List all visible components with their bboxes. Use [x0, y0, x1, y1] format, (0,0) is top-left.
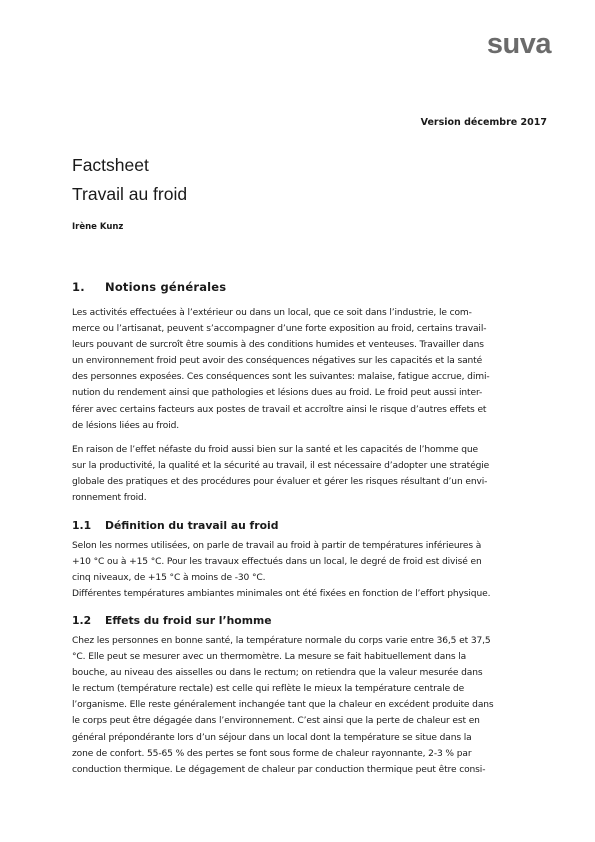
text-line: cinq niveaux, de +15 °C à moins de -30 °C. — [72, 573, 266, 584]
text-line: général prépondérante lors d’un séjour dans un local dont la température se situe dans la — [72, 732, 472, 743]
section-title: Effets du froid sur l’homme — [105, 614, 272, 627]
doc-title-line1: Factsheet — [72, 155, 149, 175]
text-line: bouche, au niveau des aisselles ou dans le rectum; on retiendra que la valeur mesurée dans — [72, 668, 483, 679]
section-title: Notions générales — [105, 280, 227, 294]
text-line: leurs pouvant de surcroît être soumis à des conditions humides et venteuses. Travailler dans — [72, 340, 484, 351]
text-line: zone de confort. 55-65 % des pertes se font sous forme de chaleur rayonnante, 2-3 % par — [72, 748, 472, 759]
text-line: Selon les normes utilisées, on parle de travail au froid à partir de températures inférieures à — [72, 541, 482, 551]
section-title: Définition du travail au froid — [105, 519, 279, 532]
section-1-paragraph-2 — [72, 442, 548, 506]
section-1-heading — [72, 280, 226, 294]
text-line: Différentes températures ambiantes minimales ont été fixées en fonction de l’effort physique. — [72, 589, 491, 600]
author: Irène Kunz — [72, 222, 124, 232]
text-line: le corps peut être dégagée dans l’environnement. C’est ainsi que la perte de chaleur est en — [72, 716, 480, 727]
text-line: globale des pratiques et des procédures pour évaluer et gérer les risques résultant d’un envi- — [72, 477, 488, 488]
text-line: férer avec certains facteurs aux postes de travail et accroître ainsi le risque d’autres effets et — [72, 404, 487, 415]
text-line: Chez les personnes en bonne santé, la température normale du corps varie entre 36,5 et 37,5 — [72, 636, 491, 646]
section-number: 1.1 — [72, 519, 92, 532]
section-1-1-paragraph — [72, 538, 548, 602]
version-date: Version décembre 2017 — [420, 117, 547, 128]
section-1-2-paragraph — [72, 633, 548, 778]
section-1-1-heading — [72, 519, 278, 532]
text-line: de lésions liées au froid. — [72, 420, 180, 431]
section-number: 1.2 — [72, 614, 92, 627]
text-line: sur la productivité, la qualité et la sécurité au travail, il est nécessaire d’adopter une stratégie — [72, 461, 490, 472]
text-line: ronnement froid. — [72, 493, 147, 504]
text-line: En raison de l’effet néfaste du froid aussi bien sur la santé et les capacités de l’homme que — [72, 445, 478, 455]
section-1-paragraph-1 — [72, 305, 548, 434]
text-line: +10 °C ou à +15 °C. Pour les travaux effectués dans un local, le degré de froid est divisé en — [72, 557, 482, 568]
text-line: le rectum (température rectale) est celle qui reflète le mieux la température centrale de — [72, 684, 465, 695]
text-line: des personnes exposées. Ces conséquences sont les suivantes: malaise, fatigue accrue, dimi- — [72, 372, 490, 383]
section-number: 1. — [72, 280, 85, 294]
text-line: conduction thermique. Le dégagement de chaleur par conduction thermique peut être consi- — [72, 764, 486, 775]
text-line: un environnement froid peut avoir des conséquences négatives sur les capacités et la santé — [72, 356, 483, 367]
doc-title-line2: Travail au froid — [72, 184, 188, 204]
text-line: nution du rendement ainsi que pathologies et lésions dues au froid. Le froid peut aussi inter- — [72, 388, 483, 399]
text-line: merce ou l’artisanat, peuvent s’accompagner d’une forte exposition au froid, certains travail- — [72, 324, 487, 335]
text-line: °C. Elle peut se mesurer avec un thermomètre. La mesure se fait habituellement dans la — [72, 652, 467, 663]
suva-logo: suva — [486, 28, 551, 60]
text-line: l’organisme. Elle reste généralement inchangée tant que la chaleur en excédent produite dans — [72, 700, 494, 711]
text-line: Les activités effectuées à l’extérieur ou dans un local, que ce soit dans l’industrie, le com- — [72, 308, 472, 318]
section-1-2-heading — [72, 614, 272, 627]
